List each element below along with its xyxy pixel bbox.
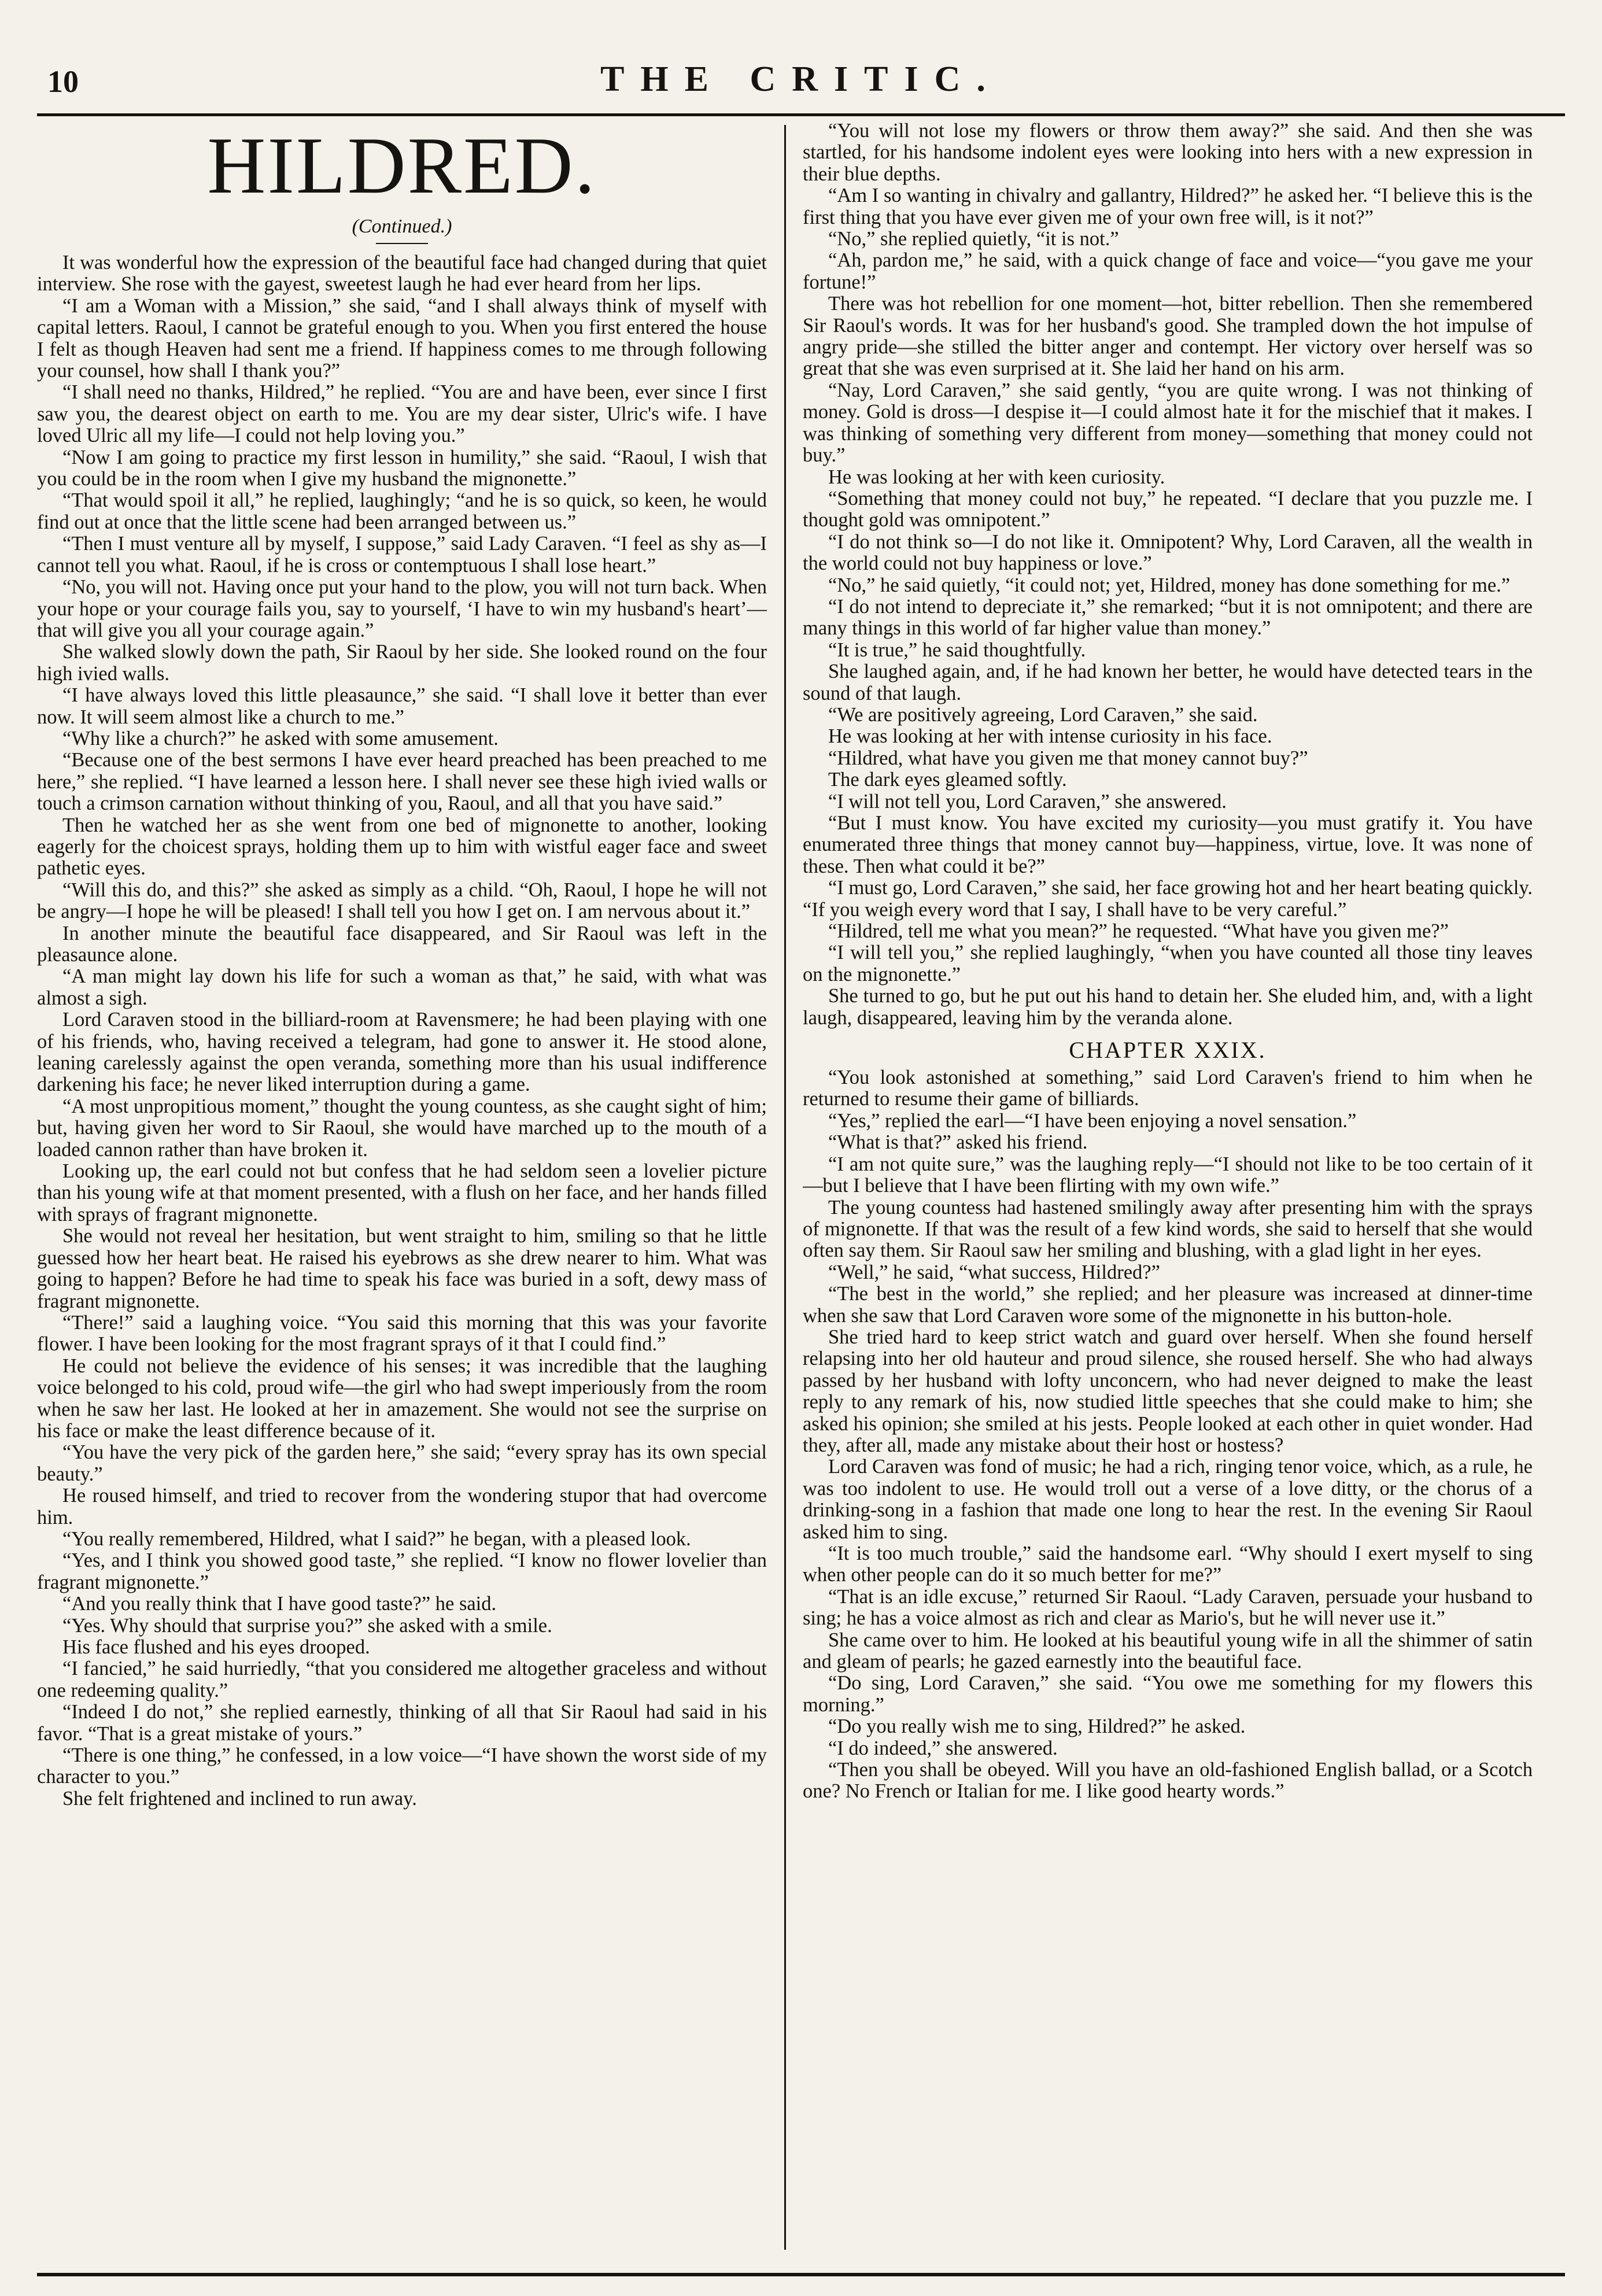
paragraph: The dark eyes gleamed softly.: [828, 769, 1067, 791]
paragraph: “Because one of the best sermons I have ever heard preached has been preached to me here,” she replied. “I have learned a lesson here. I shall never see these high ivied walls or touch a crimson carnation without thinking of you, Raoul, and all that you have said.”: [37, 749, 767, 815]
paragraph: “The best in the world,” she replied; and her pleasure was increased at dinner-time when she saw that Lord Caraven wore some of the mignonette in his button-hole.: [803, 1283, 1533, 1327]
article-columns: [37, 120, 1565, 2296]
paragraph: Looking up, the earl could not but confess that he had seldom seen a lovelier picture than his young wife at that moment presented, with a flush on her face, and her hands filled with sprays of fragrant mignonette.: [37, 1160, 767, 1225]
right-column-body-bottom: [803, 1067, 1533, 1803]
paragraph: “I fancied,” he said hurriedly, “that you considered me altogether graceless and without one redeeming quality.”: [37, 1658, 767, 1701]
paragraph: “There!” said a laughing voice. “You said this morning that this was your favorite flower. I have been looking for the most fragrant sprays of it that I could find.”: [37, 1311, 767, 1356]
paragraph: “What is that?” asked his friend.: [828, 1131, 1088, 1154]
paragraph: “You look astonished at something,” said Lord Caraven's friend to him when he returned to resume their game of billiards.: [803, 1066, 1533, 1110]
paragraph: There was hot rebellion for one moment—hot, bitter rebellion. Then she remembered Sir Raoul's words. It was for her husband's good. She trampled down the hot impulse of angry pride—she stilled the bitter anger and contempt. Her victory over herself was so great that she was even surprised at it. She laid her hand on his arm.: [803, 293, 1533, 380]
paragraph: “Now I am going to practice my first lesson in humility,” she said. “Raoul, I wish that you could be in the room when I give my husband the mignonette.”: [37, 446, 767, 490]
paragraph: Then he watched her as she went from one bed of mignonette to another, looking eagerly for the choicest sprays, holding them up to him with wistful eager face and sweet pathetic eyes.: [37, 814, 767, 880]
continued-note: (Continued.): [352, 216, 452, 237]
paragraph: He roused himself, and tried to recover from the wondering stupor that had overcome him.: [37, 1485, 767, 1529]
paragraph: “Then you shall be obeyed. Will you have an old-fashioned English ballad, or a Scotch one? No French or Italian for me. I like good hearty words.”: [803, 1759, 1533, 1803]
paragraph: “Am I so wanting in chivalry and gallantry, Hildred?” he asked her. “I believe this is the first thing that you have ever given me of your own free will, is it not?”: [803, 184, 1533, 228]
paragraph: “I do not intend to depreciate it,” she remarked; “but it is not omnipotent; and there are many things in this world of far higher value than money.”: [803, 595, 1533, 640]
paragraph: “I must go, Lord Caraven,” she said, her face growing hot and her heart beating quickly. “If you weigh every word that I say, I shall have to be very careful.”: [803, 877, 1533, 921]
paragraph: He was looking at her with keen curiosity.: [828, 466, 1165, 488]
paragraph: She felt frightened and inclined to run away.: [62, 1787, 417, 1810]
paragraph: “That is an idle excuse,” returned Sir Raoul. “Lady Caraven, persuade your husband to sing; he has a voice almost as rich and clear as Mario's, but he will never use it.”: [803, 1585, 1533, 1630]
paragraph: She tried hard to keep strict watch and guard over herself. When she found herself relapsing into her old hauteur and proud silence, she roused herself. She who had always passed by her husband with lofty unconcern, who had never deigned to make the least reply to any remark of his, now studied little speeches that she could make to him; she asked his opinion; she smiled at his jests. People looked at each other in quiet wonder. Had they, after all, made any mistake about their host or hostess?: [803, 1326, 1533, 1456]
paragraph: “I am not quite sure,” was the laughing reply—“I should not like to be too certain of it—but I believe that I have been flirting with my own wife.”: [803, 1153, 1533, 1197]
paragraph: “Nay, Lord Caraven,” she said gently, “you are quite wrong. I was not thinking of money. Gold is dross—I despise it—I could almost hate it for the mischief that it makes. I was thinking of something very different from money—something that money could not buy.”: [803, 379, 1533, 467]
paragraph: In another minute the beautiful face disappeared, and Sir Raoul was left in the pleasaunce alone.: [37, 922, 767, 966]
paragraph: “I will not tell you, Lord Caraven,” she answered.: [828, 790, 1227, 813]
paragraph: Lord Caraven was fond of music; he had a rich, ringing tenor voice, which, as a rule, he was too indolent to use. He would troll out a verse of a love ditty, or the chorus of a drinking-song in a fashion that made one long to hear the rest. In the evening Sir Raoul asked him to sing.: [803, 1456, 1533, 1543]
paragraph: “Hildred, what have you given me that money cannot buy?”: [828, 747, 1308, 769]
paragraph: His face flushed and his eyes drooped.: [62, 1636, 370, 1658]
paragraph: She turned to go, but he put out his hand to detain her. She eluded him, and, with a light laugh, disappeared, leaving him by the veranda alone.: [803, 985, 1533, 1029]
paragraph: “I am a Woman with a Mission,” she said, “and I shall always think of myself with capital letters. Raoul, I cannot be grateful enough to you. When you first entered the house I felt as though Heaven had sent me a friend. If happiness comes to me through following your counsel, how shall I thank you?”: [37, 294, 767, 382]
paragraph: “No, you will not. Having once put your hand to the plow, you will not turn back. When your hope or your courage fails you, say to yourself, ‘I have to win my husband's heart’—that will give you all your courage again.”: [37, 576, 767, 641]
paragraph: “Will this do, and this?” she asked as simply as a child. “Oh, Raoul, I hope he will not be angry—I hope he will be pleased! I shall tell you how I get on. I am nervous about it.”: [37, 878, 767, 923]
paragraph: “A man might lay down his life for such a woman as that,” he said, with what was almost a sigh.: [37, 965, 767, 1009]
paragraph: It was wonderful how the expression of the beautiful face had changed during that quiet interview. She rose with the gayest, sweetest laugh he had ever heard from her lips.: [37, 252, 767, 296]
paragraph: She laughed again, and, if he had known her better, he would have detected tears in the sound of that laugh.: [803, 660, 1533, 704]
paragraph: “Do sing, Lord Caraven,” she said. “You owe me something for my flowers this morning.”: [803, 1672, 1533, 1716]
paragraph: “Ah, pardon me,” he said, with a quick change of face and voice—“you gave me your fortune!”: [803, 249, 1533, 293]
paragraph: “There is one thing,” he confessed, in a low voice—“I have shown the worst side of my character to you.”: [37, 1744, 767, 1788]
paragraph: “It is true,” he said thoughtfully.: [828, 638, 1086, 661]
paragraph: She walked slowly down the path, Sir Raoul by her side. She looked round on the four high ivied walls.: [37, 641, 767, 685]
page-number: 10: [47, 64, 79, 99]
paragraph: “Something that money could not buy,” he repeated. “I declare that you puzzle me. I thought gold was omnipotent.”: [803, 487, 1533, 531]
paragraph: “I have always loved this little pleasaunce,” she said. “I shall love it better than ever now. It will seem almost like a church to me.”: [37, 684, 767, 728]
paragraph: “A most unpropitious moment,” thought the young countess, as she caught sight of him; but, having given her word to Sir Raoul, she would have marched up to the mouth of a loaded cannon rather than have broken it.: [37, 1095, 767, 1161]
page-header: [37, 53, 1565, 116]
paragraph: “You have the very pick of the garden here,” she said; “every spray has its own special beauty.”: [37, 1441, 767, 1485]
paragraph: “Yes,” replied the earl—“I have been enjoying a novel sensation.”: [828, 1109, 1357, 1132]
paragraph: The young countess had hastened smilingly away after presenting him with the sprays of mignonette. If that was the result of a few kind words, she said to herself that she would often say them. Sir Raoul saw her smiling and blushing, with a glad light in her eyes.: [803, 1196, 1533, 1262]
right-column: [803, 120, 1533, 2273]
left-column: [37, 120, 767, 2273]
paragraph: “Indeed I do not,” she replied earnestly, thinking of all that Sir Raoul had said in his favor. “That is a great mistake of yours.”: [37, 1701, 767, 1745]
paragraph: “But I must know. You have excited my curiosity—you must gratify it. You have enumerated three things that money cannot buy—happiness, virtue, love. It was none of these. Then what could it be?”: [803, 812, 1533, 877]
paragraph: He could not believe the evidence of his senses; it was incredible that the laughing voice belonged to his cold, proud wife—the girl who had swept imperiously from the room when he saw her last. He looked at her in amazement. She would not see the surprise on his face or make the least difference because of it.: [37, 1354, 767, 1442]
paragraph: “Yes. Why should that surprise you?” she asked with a smile.: [62, 1614, 552, 1637]
paragraph: “No,” she replied quietly, “it is not.”: [828, 228, 1119, 250]
right-column-body-top: [803, 120, 1533, 1029]
paragraph: “I will tell you,” she replied laughingly, “when you have counted all those tiny leaves on the mignonette.”: [803, 942, 1533, 985]
paragraph: “You will not lose my flowers or throw them away?” she said. And then she was startled, for his handsome indolent eyes were looking into hers with a new expression in their blue depths.: [803, 120, 1533, 185]
story-title: HILDRED.: [207, 121, 597, 211]
paragraph: He was looking at her with intense curiosity in his face.: [828, 725, 1272, 748]
paragraph: “I do indeed,” she answered.: [828, 1737, 1058, 1759]
paragraph: Lord Caraven stood in the billiard-room at Ravensmere; he had been playing with one of his friends, who, having received a telegram, had gone to answer it. He stood alone, leaning carelessly against the open veranda, something more than his usual indifference darkening his face; he never liked interruption during a game.: [37, 1009, 767, 1096]
paragraph: “No,” he said quietly, “it could not; yet, Hildred, money has done something for me.”: [828, 574, 1511, 596]
paragraph: “It is too much trouble,” said the handsome earl. “Why should I exert myself to sing when other people can do it so much better for me?”: [803, 1542, 1533, 1586]
paragraph: “Yes, and I think you showed good taste,” she replied. “I know no flower lovelier than fragrant mignonette.”: [37, 1549, 767, 1593]
title-rule: [376, 243, 428, 244]
paragraph: “I do not think so—I do not like it. Omnipotent? Why, Lord Caraven, all the wealth in the world could not buy happiness or love.”: [803, 530, 1533, 575]
journal-title: THE CRITIC.: [600, 60, 1002, 99]
paragraph: “Well,” he said, “what success, Hildred?”: [828, 1261, 1160, 1283]
paragraph: “You really remembered, Hildred, what I said?” he began, with a pleased look.: [62, 1527, 691, 1550]
column-divider: [784, 125, 786, 2250]
paragraph: “And you really think that I have good taste?” he said.: [62, 1593, 497, 1615]
paragraph: She would not reveal her hesitation, but went straight to him, smiling so that he little guessed how her heart beat. He raised his eyebrows as she drew nearer to him. What was going to happen? Before he had time to speak his face was buried in a soft, dewy mass of fragrant mignonette.: [37, 1225, 767, 1312]
footer-rule: [37, 2273, 1565, 2276]
paragraph: “Why like a church?” he asked with some amusement.: [62, 727, 499, 750]
left-column-body: [37, 252, 767, 1810]
paragraph: She came over to him. He looked at his beautiful young wife in all the shimmer of satin and gleam of pearls; he gazed earnestly into the beautiful face.: [803, 1629, 1533, 1673]
paragraph: “That would spoil it all,” he replied, laughingly; “and he is so quick, so keen, he would find out at once that the little scene had been arranged between us.”: [37, 489, 767, 533]
paragraph: “Hildred, tell me what you mean?” he requested. “What have you given me?”: [828, 920, 1449, 943]
paragraph: “Then I must venture all by myself, I suppose,” said Lady Caraven. “I feel as shy as—I cannot tell you what. Raoul, if he is cross or contemptuous I shall lose heart.”: [37, 533, 767, 577]
chapter-heading: CHAPTER XXIX.: [1069, 1037, 1267, 1064]
paragraph: “I shall need no thanks, Hildred,” he replied. “You are and have been, ever since I first saw you, the dearest object on earth to me. You are my dear sister, Ulric's wife. I have loved Ulric all my life—I could not help loving you.”: [37, 381, 767, 447]
paragraph: “Do you really wish me to sing, Hildred?” he asked.: [828, 1715, 1246, 1738]
paragraph: “We are positively agreeing, Lord Caraven,” she said.: [828, 703, 1258, 726]
